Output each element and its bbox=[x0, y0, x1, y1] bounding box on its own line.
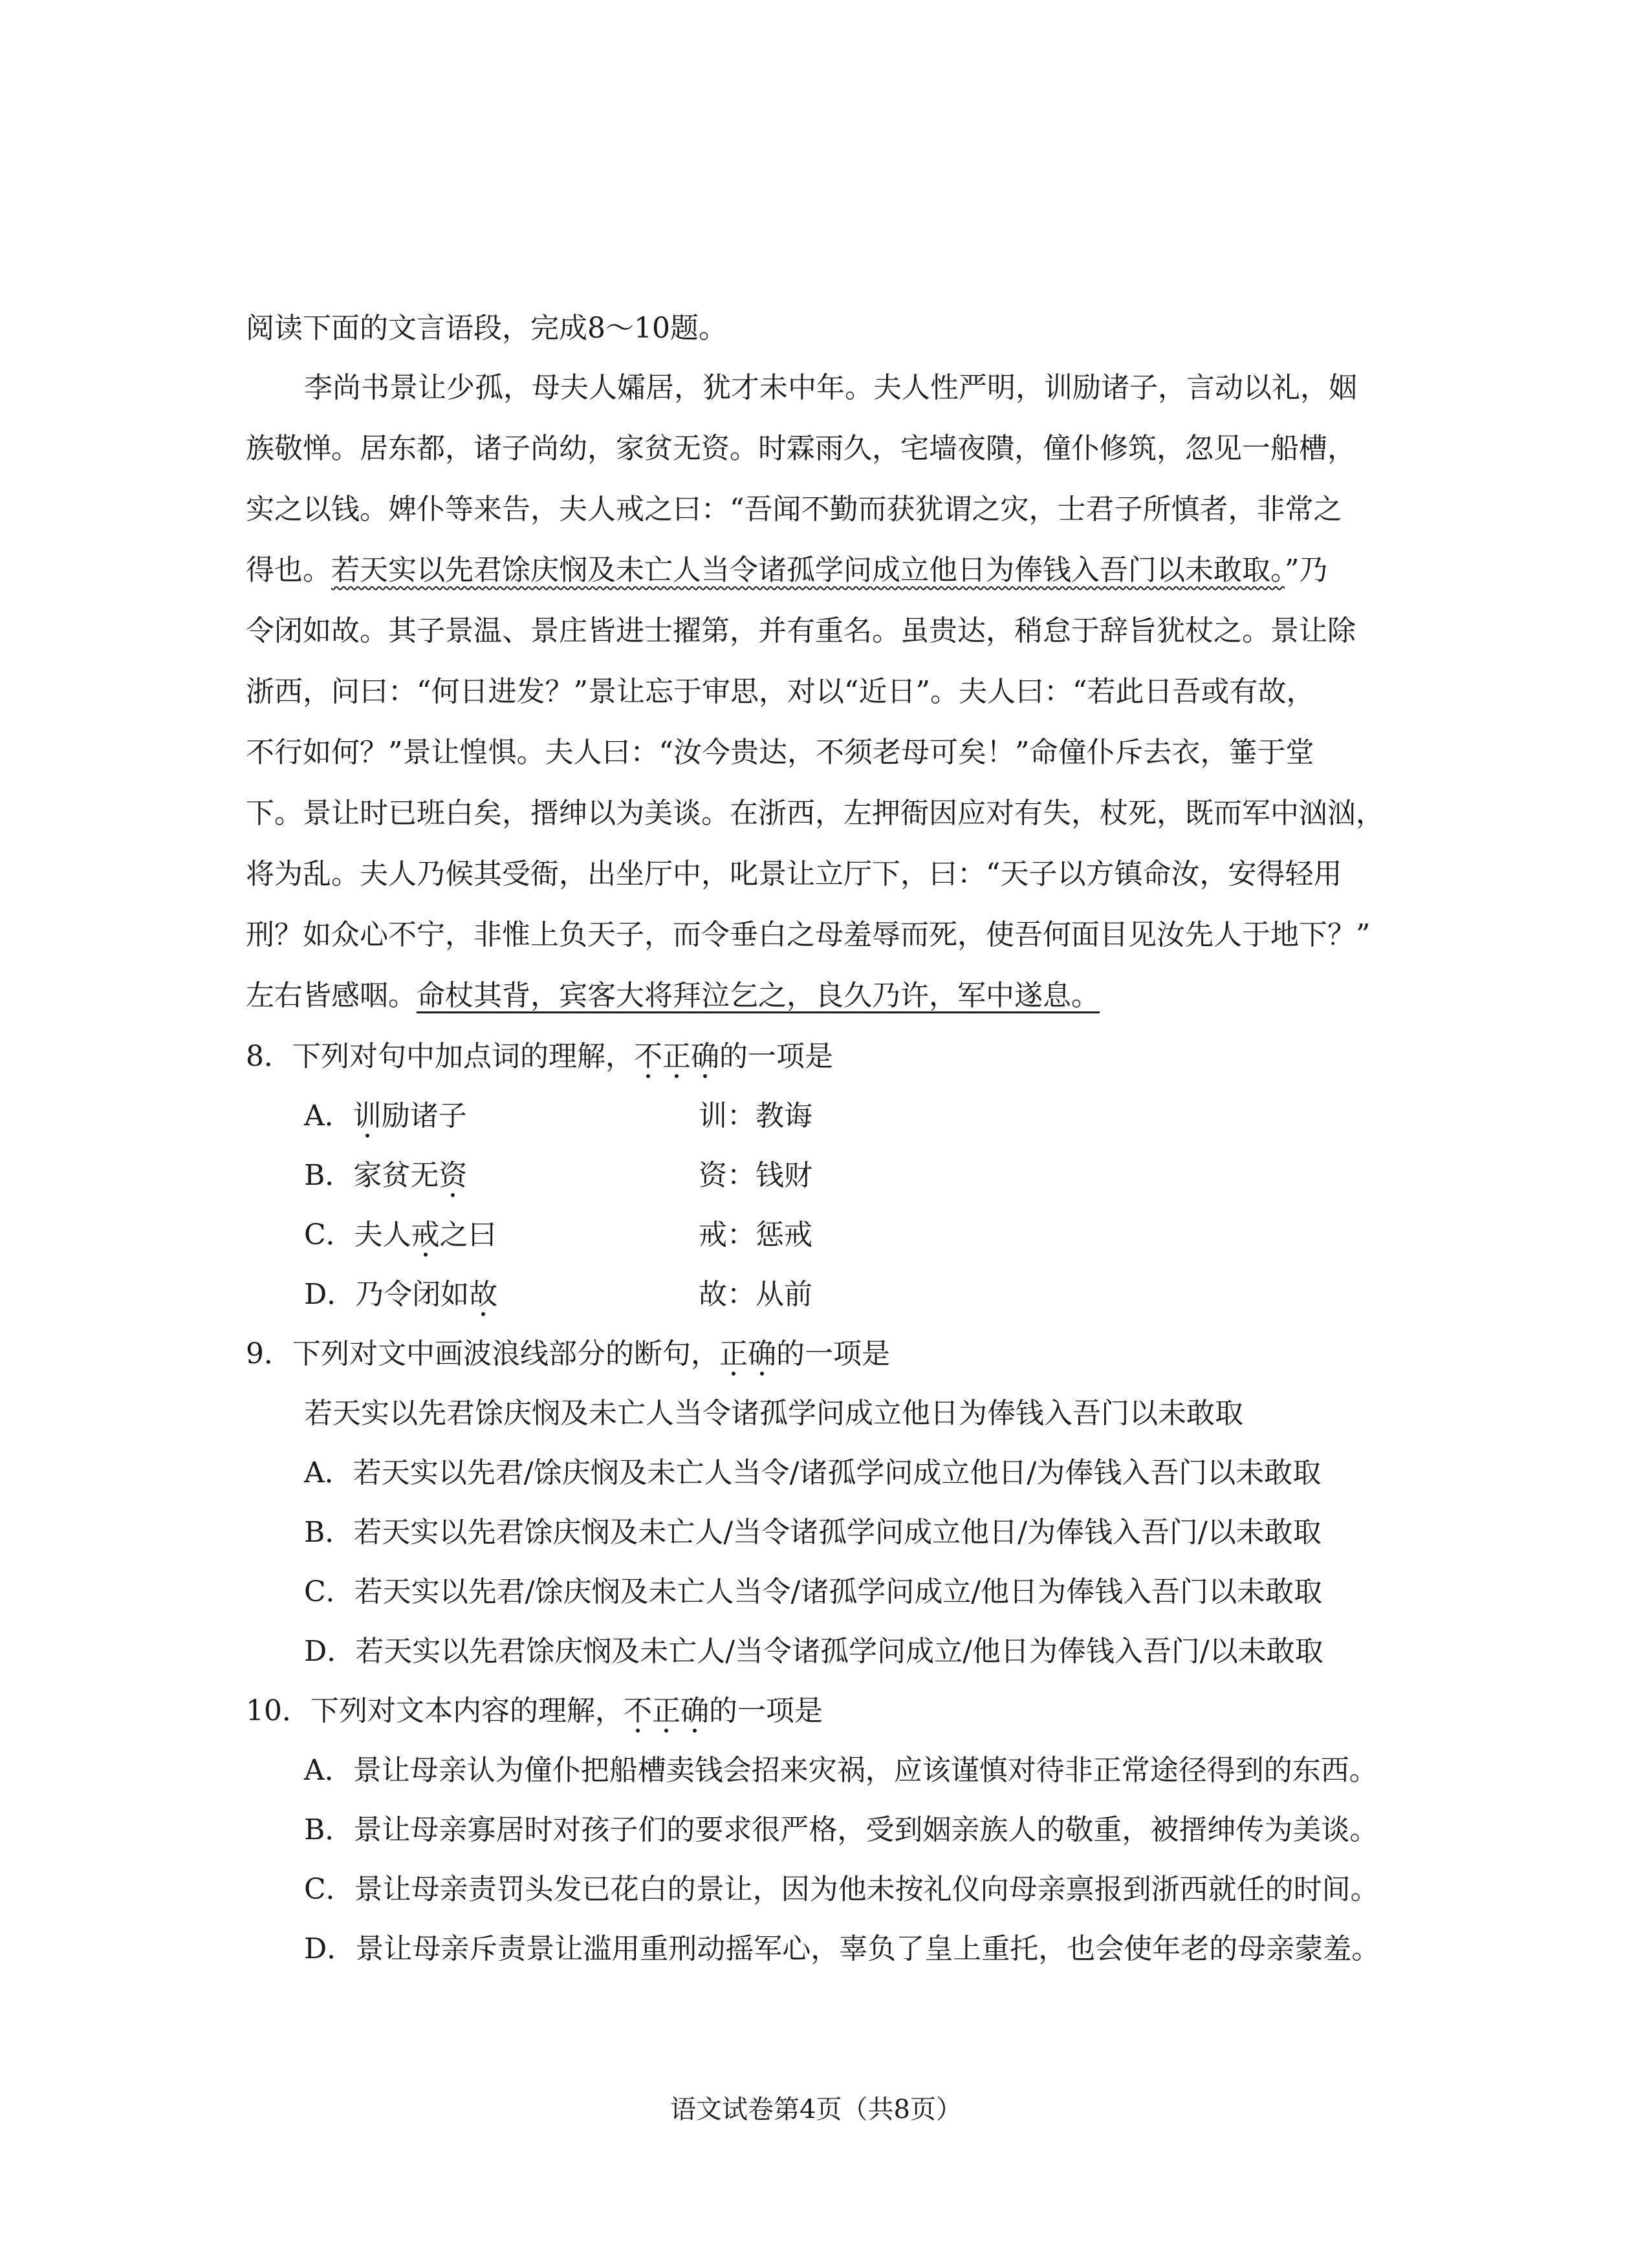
passage-line: 族敬惮。居东都，诸子尚幼，家贫无资。时霖雨久，宅墙夜隤，僮仆修筑，忽见一船槽， bbox=[246, 432, 1356, 465]
option-c[interactable] bbox=[304, 1216, 812, 1255]
emphasis-char: 正 bbox=[719, 1337, 748, 1370]
passage-text: 左右皆感咽。 bbox=[246, 979, 417, 1012]
option-label: B． bbox=[304, 1159, 354, 1192]
emphasis-char: 不 bbox=[624, 1694, 652, 1727]
dotted-word: 训 bbox=[353, 1099, 382, 1132]
option-d[interactable]: D．景让母亲斥责景让滥用重刑动摇军心，辜负了皇上重托，也会使年老的母亲蒙羞。 bbox=[304, 1932, 1380, 1965]
passage-line bbox=[246, 977, 1100, 1015]
question-stem bbox=[246, 1692, 823, 1731]
emphasis-mark bbox=[634, 1040, 719, 1073]
emphasis-char: 确 bbox=[691, 1040, 719, 1073]
stem-text: 的一项是 bbox=[776, 1337, 890, 1370]
passage-line: 不行如何？”景让惶惧。夫人曰：“汝今贵达，不须老母可矣！”命僮仆斥去衣，箠于堂 bbox=[246, 736, 1314, 769]
option-b[interactable]: B．若天实以先君馀庆悯及未亡人/当令诸孤学问成立他日/为俸钱入吾门/以未敢取 bbox=[304, 1516, 1322, 1549]
dotted-word: 戒 bbox=[411, 1218, 440, 1251]
option-gloss: 训：教诲 bbox=[699, 1099, 812, 1132]
stem-text: 的一项是 bbox=[709, 1694, 823, 1727]
dotted-word: 故 bbox=[469, 1278, 498, 1311]
option-gloss: 戒：惩戒 bbox=[699, 1218, 812, 1251]
option-c[interactable]: C．景让母亲责罚头发已花白的景让，因为他未按礼仪向母亲禀报到浙西就任的时间。 bbox=[304, 1873, 1379, 1906]
emphasis-char: 正 bbox=[652, 1694, 680, 1727]
option-gloss: 故：从前 bbox=[699, 1278, 812, 1311]
option-a[interactable]: A．若天实以先君/馀庆悯及未亡人当令/诸孤学问成立他日/为俸钱入吾门以未敢取 bbox=[304, 1456, 1322, 1489]
option-label: D． bbox=[304, 1278, 356, 1311]
option-c[interactable]: C．若天实以先君/馀庆悯及未亡人当令/诸孤学问成立/他日为俸钱入吾门以未敢取 bbox=[304, 1575, 1323, 1608]
option-d[interactable] bbox=[304, 1275, 812, 1314]
option-text: 之曰 bbox=[439, 1218, 497, 1251]
emphasis-mark bbox=[624, 1694, 709, 1727]
emphasis-char: 确 bbox=[680, 1694, 709, 1727]
passage-line: 实之以钱。婢仆等来告，夫人戒之曰：“吾闻不勤而获犹谓之灾，士君子所慎者，非常之 bbox=[246, 493, 1342, 526]
passage-line: 令闭如故。其子景温、景庄皆进士擢第，并有重名。虽贵达，稍怠于辞旨犹杖之。景让除 bbox=[246, 614, 1356, 647]
emphasis-char: 正 bbox=[662, 1040, 691, 1073]
option-label: A． bbox=[304, 1099, 353, 1132]
passage-line: 刑？如众心不宁，非惟上负天子，而令垂白之母羞辱而死，使吾何面目见汝先人于地下？” bbox=[246, 918, 1371, 951]
stem-text: 10．下列对文本内容的理解， bbox=[246, 1694, 624, 1727]
option-a[interactable] bbox=[304, 1097, 812, 1136]
wavy-underlined-sentence: 若天实以先君馀庆悯及未亡人当令诸孤学问成立他日为俸钱入吾门以未敢取。 bbox=[331, 554, 1285, 587]
reading-instruction: 阅读下面的文言语段，完成8～10题。 bbox=[246, 312, 727, 345]
question-stem bbox=[246, 1335, 890, 1374]
emphasis-mark bbox=[719, 1337, 776, 1370]
option-text: 夫人 bbox=[354, 1218, 411, 1251]
stem-text: 8．下列对句中加点词的理解， bbox=[246, 1040, 634, 1073]
dotted-word: 资 bbox=[439, 1159, 468, 1192]
option-b[interactable] bbox=[304, 1156, 812, 1195]
option-a[interactable]: A．景让母亲认为僮仆把船槽卖钱会招来灾祸，应该谨慎对待非正常途径得到的东西。 bbox=[304, 1754, 1378, 1787]
option-gloss: 资：钱财 bbox=[699, 1159, 812, 1192]
quoted-sentence: 若天实以先君馀庆悯及未亡人当令诸孤学问成立他日为俸钱入吾门以未敢取 bbox=[304, 1397, 1243, 1430]
passage-line bbox=[246, 551, 1328, 590]
page-footer: 语文试卷第4页（共8页） bbox=[670, 2095, 962, 2124]
passage-line: 下。景让时已班白矣，搢绅以为美谈。在浙西，左押衙因应对有失，杖死，既而军中汹汹， bbox=[246, 797, 1384, 830]
stem-text: 9．下列对文中画波浪线部分的断句， bbox=[246, 1337, 719, 1370]
emphasis-char: 不 bbox=[634, 1040, 662, 1073]
option-b[interactable]: B．景让母亲寡居时对孩子们的要求很严格，受到姻亲族人的敬重，被搢绅传为美谈。 bbox=[304, 1813, 1378, 1846]
passage-line: 将为乱。夫人乃候其受衙，出坐厅中，叱景让立厅下，曰：“天子以方镇命汝，安得轻用 bbox=[246, 858, 1342, 891]
passage-text: ”乃 bbox=[1285, 554, 1328, 587]
option-text: 家贫无 bbox=[353, 1159, 439, 1192]
passage-line: 李尚书景让少孤，母夫人孀居，犹才未中年。夫人性严明，训励诸子，言动以礼，姻 bbox=[304, 371, 1357, 404]
option-d[interactable]: D．若天实以先君馀庆悯及未亡人/当令诸孤学问成立/他日为俸钱入吾门/以未敢取 bbox=[304, 1635, 1323, 1668]
stem-text: 的一项是 bbox=[719, 1040, 833, 1073]
question-stem bbox=[246, 1037, 833, 1076]
underlined-sentence: 命杖其背，宾客大将拜泣乞之，良久乃许，军中遂息。 bbox=[417, 979, 1100, 1012]
emphasis-char: 确 bbox=[748, 1337, 776, 1370]
option-text: 励诸子 bbox=[381, 1099, 467, 1132]
passage-text: 得也。 bbox=[246, 554, 331, 587]
option-text: 乃令闭如 bbox=[355, 1278, 470, 1311]
passage-line: 浙西，问曰：“何日进发？”景让忘于审思，对以“近日”。夫人曰：“若此日吾或有故， bbox=[246, 675, 1315, 708]
option-label: C． bbox=[304, 1218, 354, 1251]
